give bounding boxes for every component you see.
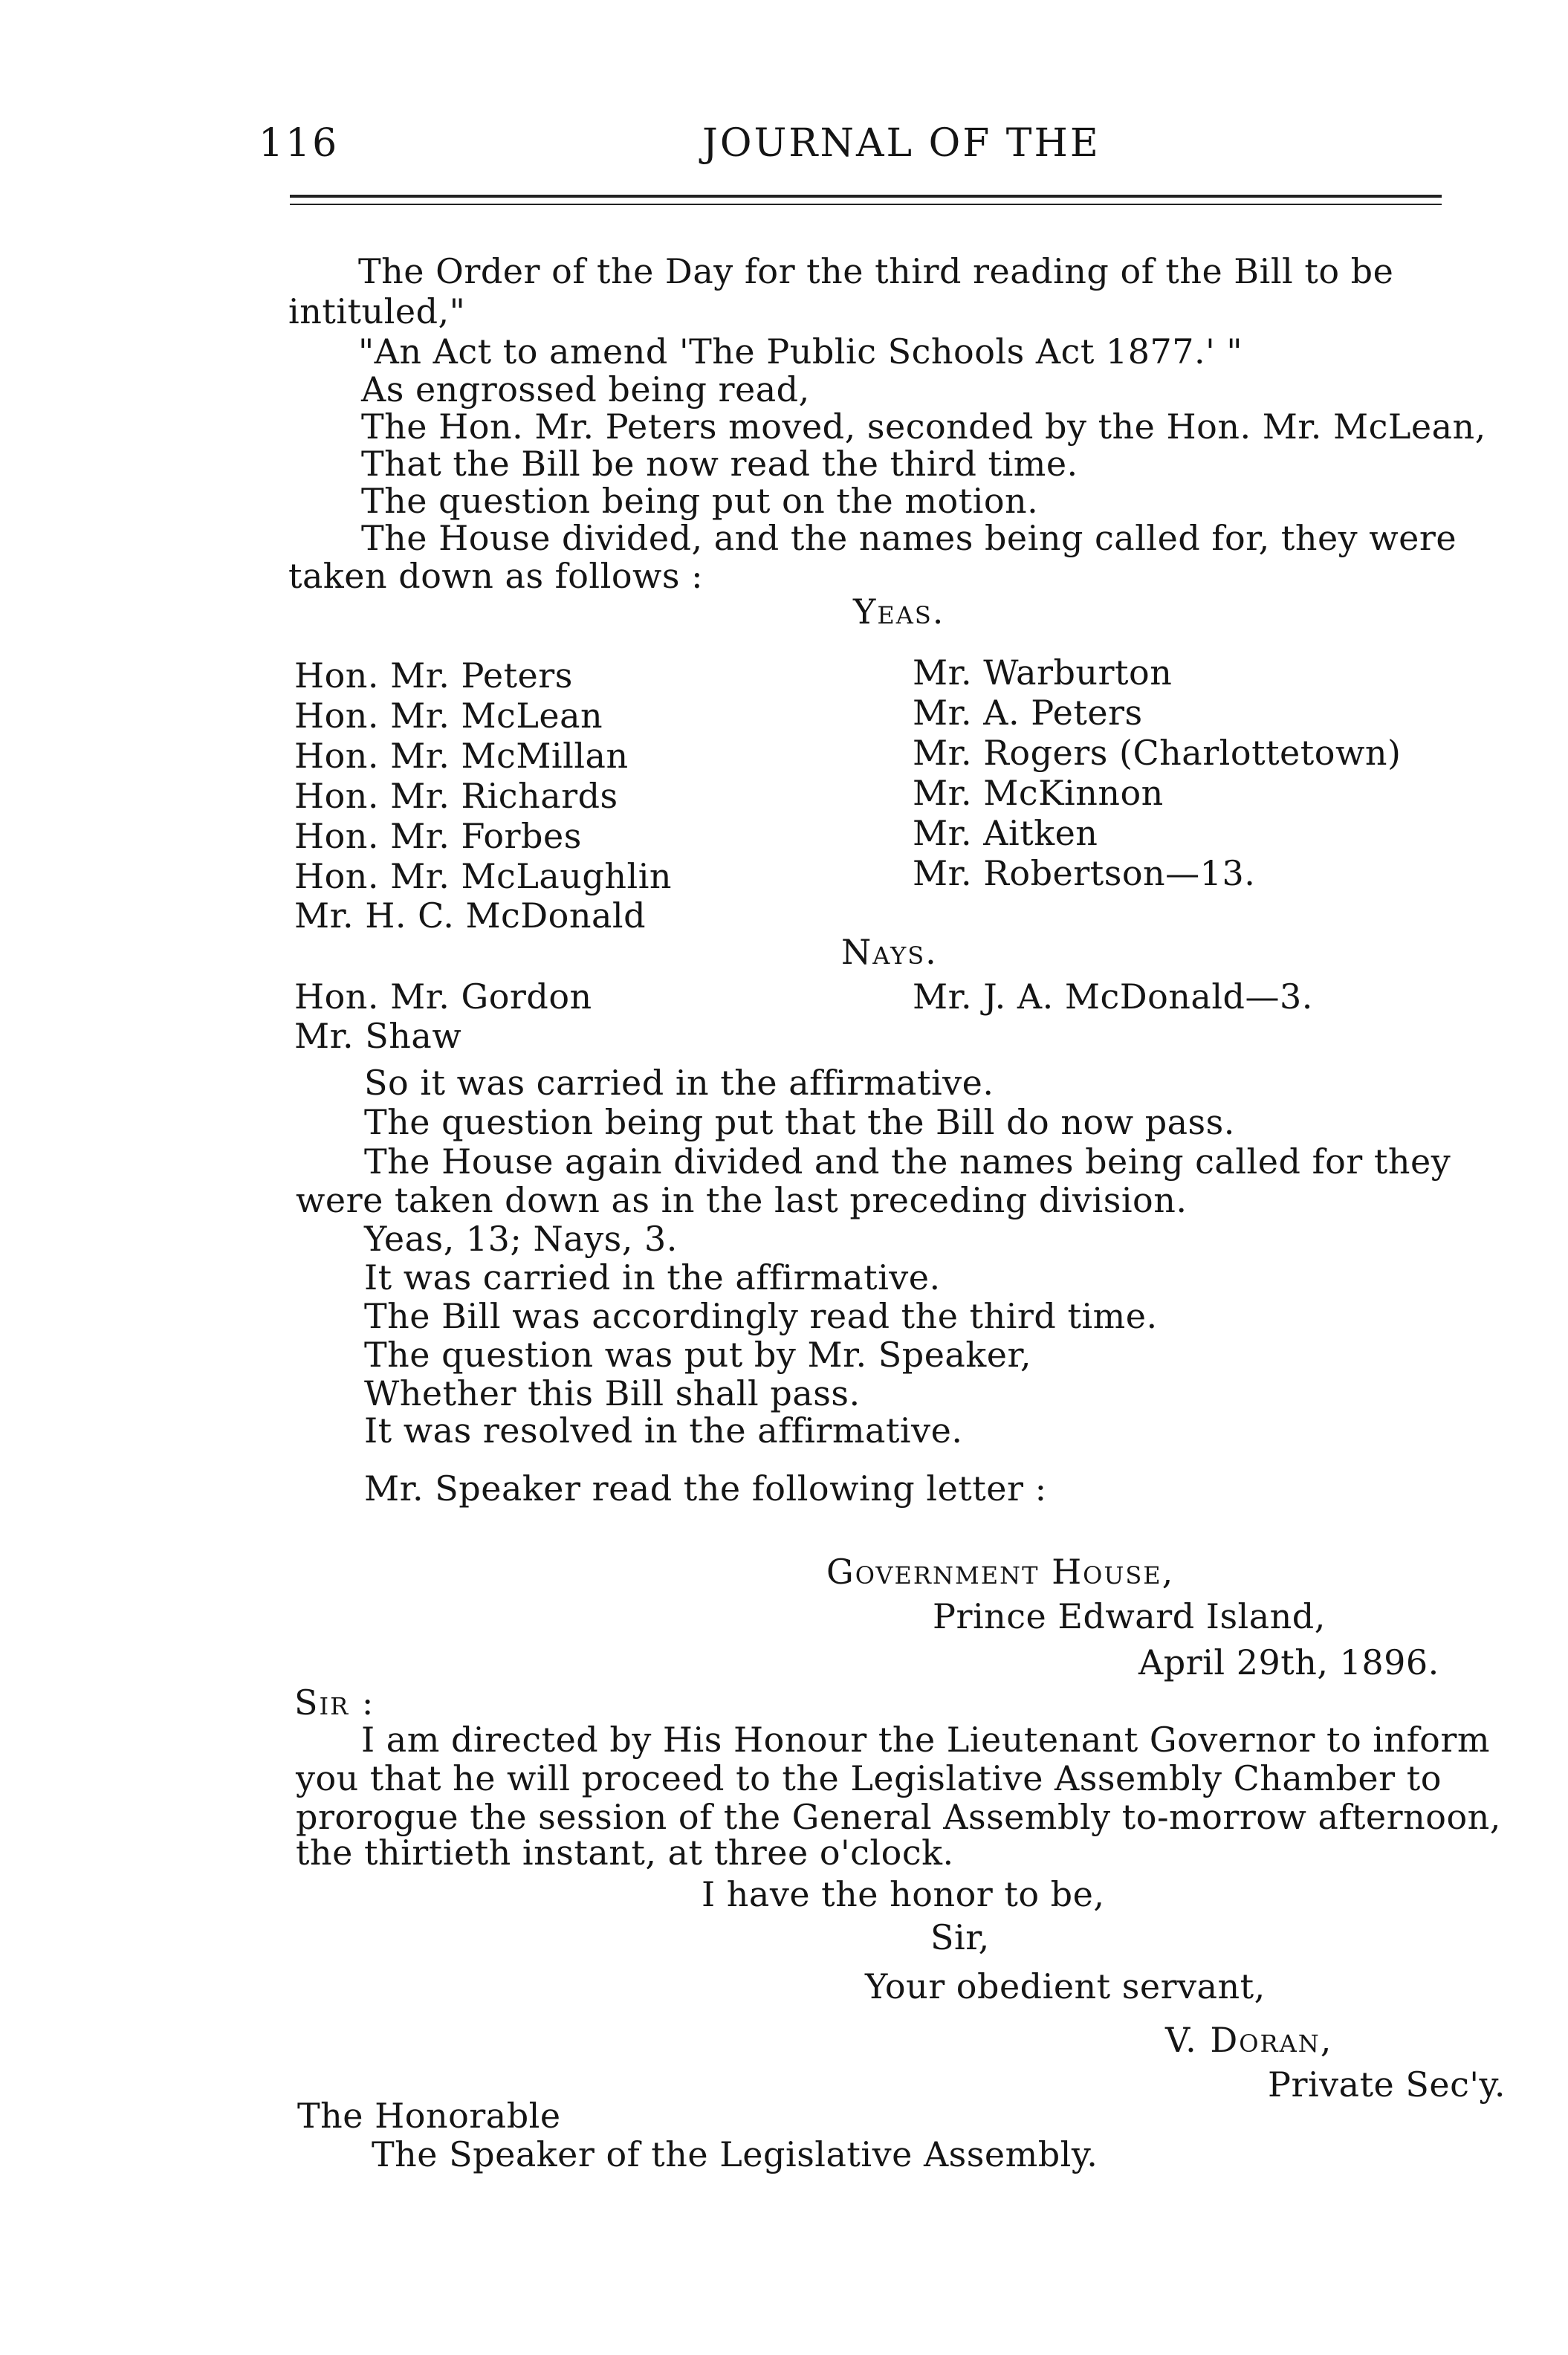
body-line: The House divided, and the names being called for, they were (361, 518, 1457, 558)
letter-address: Government House, (826, 1552, 1175, 1592)
body-line: So it was carried in the affirmative. (364, 1063, 994, 1103)
letter-closing: Sir, (930, 1917, 990, 1957)
yea-member: Mr. A. Peters (913, 693, 1143, 733)
yea-member: Hon. Mr. Richards (294, 776, 618, 816)
nays-heading: Nays. (841, 932, 938, 972)
body-line: The Bill was accordingly read the third time. (364, 1296, 1158, 1336)
body-line: Whether this Bill shall pass. (364, 1373, 861, 1413)
running-title: JOURNAL OF THE (702, 121, 1101, 166)
yea-member: Hon. Mr. Forbes (294, 816, 582, 856)
yeas-heading: Yeas. (853, 592, 945, 632)
letter-body-line: prorogue the session of the General Assembly to-morrow afternoon, (296, 1797, 1501, 1837)
letter-date: April 29th, 1896. (1138, 1642, 1439, 1682)
bill-title: "An Act to amend 'The Public Schools Act 1877.' " (358, 331, 1243, 372)
body-line: The question being put on the motion. (361, 481, 1039, 521)
body-line: taken down as follows : (288, 556, 704, 596)
body-line: The House again divided and the names being called for they (364, 1141, 1451, 1182)
body-line: As engrossed being read, (361, 369, 810, 409)
header-rule-top (290, 195, 1442, 198)
letter-body-line: I am directed by His Honour the Lieutenant Governor to inform (361, 1720, 1490, 1760)
body-line: It was resolved in the affirmative. (364, 1410, 963, 1451)
nay-member: Mr. J. A. McDonald—3. (913, 976, 1313, 1017)
letter-body-line: the thirtieth instant, at three o'clock. (296, 1833, 954, 1873)
yea-member: Hon. Mr. McLaughlin (294, 856, 673, 896)
body-line: The Order of the Day for the third reading of the Bill to be (358, 251, 1394, 291)
body-line: The question being put that the Bill do now pass. (364, 1102, 1235, 1142)
yea-member: Mr. Rogers (Charlottetown) (913, 733, 1402, 773)
yea-member: Mr. McKinnon (913, 773, 1164, 813)
body-line: intituled," (288, 291, 466, 331)
body-line: Yeas, 13; Nays, 3. (364, 1219, 678, 1259)
yea-member: Mr. H. C. McDonald (294, 895, 647, 936)
nay-member: Mr. Shaw (294, 1016, 462, 1056)
letter-closing: I have the honor to be, (702, 1874, 1105, 1914)
yea-member: Hon. Mr. Peters (294, 655, 573, 696)
yea-member: Mr. Warburton (913, 652, 1173, 693)
body-line: That the Bill be now read the third time. (361, 444, 1078, 484)
nay-member: Hon. Mr. Gordon (294, 976, 592, 1017)
yea-member: Mr. Aitken (913, 813, 1098, 853)
header-rule-bottom (290, 204, 1442, 205)
body-line: were taken down as in the last preceding division. (296, 1180, 1188, 1220)
body-line: It was carried in the affirmative. (364, 1257, 941, 1298)
letter-salutation: Sir : (294, 1682, 375, 1723)
letter-address: Prince Edward Island, (933, 1596, 1326, 1636)
yea-member: Hon. Mr. McLean (294, 696, 603, 736)
body-line: Mr. Speaker read the following letter : (364, 1468, 1047, 1509)
letter-closing: Your obedient servant, (865, 1966, 1266, 2006)
letter-body-line: you that he will proceed to the Legislative Assembly Chamber to (296, 1758, 1442, 1798)
letter-signature: V. Doran, (1165, 2020, 1333, 2060)
letter-signature-title: Private Sec'y. (1268, 2064, 1506, 2105)
letter-addressee: The Speaker of the Legislative Assembly. (372, 2134, 1098, 2174)
letter-addressee: The Honorable (297, 2096, 561, 2136)
body-line: The Hon. Mr. Peters moved, seconded by the Hon. Mr. McLean, (361, 406, 1486, 447)
page-number: 116 (259, 121, 340, 166)
yea-member: Hon. Mr. McMillan (294, 736, 629, 776)
body-line: The question was put by Mr. Speaker, (364, 1335, 1031, 1375)
yea-member: Mr. Robertson—13. (913, 853, 1256, 893)
